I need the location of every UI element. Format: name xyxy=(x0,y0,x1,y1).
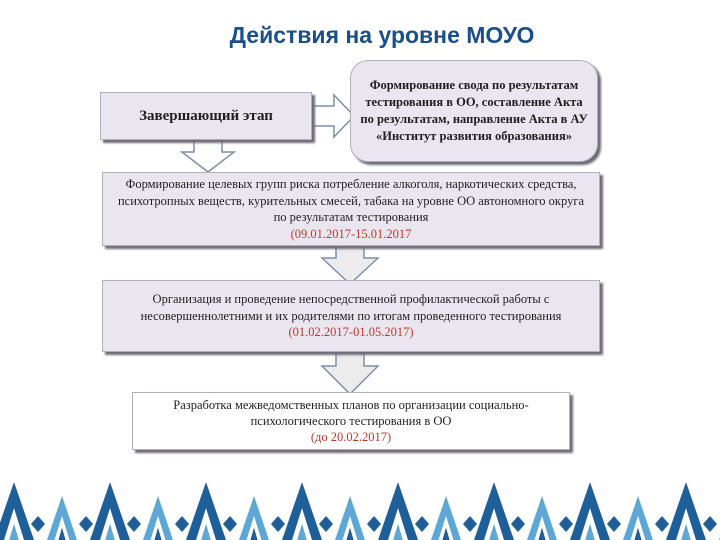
ornament-motif xyxy=(47,496,77,540)
ornament-diamond xyxy=(175,516,189,532)
ornament-diamond xyxy=(271,516,285,532)
ornament-diamond xyxy=(703,516,717,532)
ornament-motif xyxy=(378,482,418,540)
ornament-diamond xyxy=(367,516,381,532)
prevention-work-text: Организация и проведение непосредственной профилактической работы с несовершеннолетними и их родителями по итогам проведенного тестирования xyxy=(140,292,562,323)
ornament-diamond xyxy=(223,516,237,532)
ornament-diamond xyxy=(655,516,669,532)
ornament-border xyxy=(0,476,720,540)
page-title: Действия на уровне МОУО xyxy=(229,22,535,48)
ornament-motif xyxy=(282,482,322,540)
target-groups-text: Формирование целевых групп риска потребление алкоголя, наркотических средства, психотропных веществ, курительных смесей, табака на уровне ОО автономного округа по результатам тестирования xyxy=(117,177,585,224)
prevention-work-box xyxy=(102,280,600,352)
ornament-motif xyxy=(666,482,706,540)
ornament-diamond xyxy=(559,516,573,532)
ornament-motif xyxy=(90,482,130,540)
interagency-plans-box xyxy=(132,392,570,450)
ornament-motif xyxy=(0,482,34,540)
ornament-diamond xyxy=(31,516,45,532)
ornament-motif xyxy=(335,496,365,540)
ornament-motif xyxy=(431,496,461,540)
final-stage-box xyxy=(100,92,312,140)
ornament-motif xyxy=(623,496,653,540)
ornament-motif xyxy=(143,496,173,540)
stage-down-arrow xyxy=(178,136,238,176)
target-groups-period: (09.01.2017-15.01.2017 xyxy=(290,226,412,241)
interagency-plans-text: Разработка межведомственных планов по организации социально-психологического тестирования в ОО xyxy=(173,398,529,428)
ornament-motif xyxy=(474,482,514,540)
summary-text: Формирование свода по результатам тестирования в ОО, составление Акта по результатам, направление Акта в АУ «Институт развития образования» xyxy=(360,78,588,143)
ornament-motif xyxy=(186,482,226,540)
summary-box xyxy=(350,60,598,162)
ornament-motif xyxy=(570,482,610,540)
interagency-plans-period: (до 20.02.2017) xyxy=(310,430,392,444)
ornament-diamond xyxy=(79,516,93,532)
ornament-diamond xyxy=(415,516,429,532)
ornament-diamond xyxy=(127,516,141,532)
step2-down-arrow xyxy=(318,350,382,398)
final-stage-label: Завершающий этап xyxy=(139,107,273,124)
ornament-diamond xyxy=(511,516,525,532)
ornament-diamond xyxy=(319,516,333,532)
target-groups-box xyxy=(102,172,600,246)
ornament-motif xyxy=(527,496,557,540)
ornament-diamond xyxy=(607,516,621,532)
ornament-motif xyxy=(239,496,269,540)
prevention-work-period: (01.02.2017-01.05.2017) xyxy=(288,325,414,340)
ornament-diamond xyxy=(463,516,477,532)
